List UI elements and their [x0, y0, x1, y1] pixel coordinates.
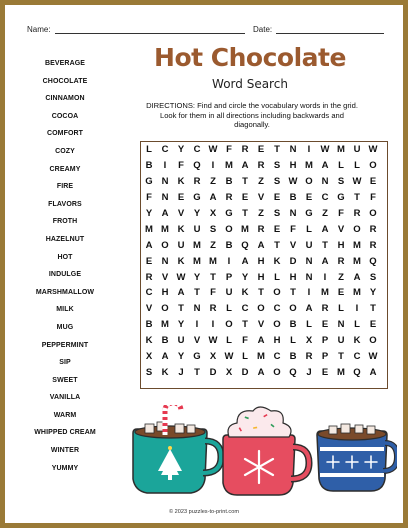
grid-letter[interactable]: V: [177, 207, 185, 219]
grid-letter[interactable]: M: [257, 351, 265, 363]
grid-letter[interactable]: L: [354, 159, 360, 171]
grid-letter[interactable]: A: [305, 303, 313, 315]
word-list-item: PEPPERMINT: [41, 341, 89, 349]
grid-letter[interactable]: W: [320, 144, 330, 155]
grid-letter[interactable]: M: [241, 223, 249, 235]
grid-letter[interactable]: I: [211, 319, 215, 331]
grid-letter[interactable]: L: [338, 159, 344, 171]
grid-letter[interactable]: V: [257, 191, 265, 203]
grid-letter[interactable]: O: [273, 367, 281, 379]
grid-letter[interactable]: R: [305, 351, 313, 363]
grid-letter[interactable]: N: [289, 207, 297, 219]
grid-letter[interactable]: L: [226, 335, 232, 347]
grid-letter[interactable]: Y: [193, 271, 201, 283]
grid-letter[interactable]: M: [209, 255, 217, 267]
grid-letter[interactable]: V: [161, 271, 169, 283]
grid-letter[interactable]: M: [225, 159, 233, 171]
word-list: [25, 55, 105, 477]
mug-middle-icon: [223, 407, 309, 495]
grid-letter[interactable]: I: [227, 255, 231, 267]
grid-letter[interactable]: O: [369, 335, 377, 347]
word-list-item: SIP: [59, 359, 71, 367]
word-list-item: WHIPPED CREAM: [34, 429, 96, 437]
grid-letter[interactable]: K: [353, 335, 361, 347]
grid-letter[interactable]: T: [194, 367, 200, 379]
grid-letter[interactable]: N: [161, 191, 169, 203]
grid-letter[interactable]: A: [177, 287, 185, 299]
grid-letter[interactable]: K: [241, 287, 249, 299]
grid-letter[interactable]: L: [338, 303, 344, 315]
copyright-footer: © 2023 puzzles-to-print.com: [168, 509, 240, 515]
grid-letter[interactable]: A: [369, 367, 377, 379]
word-list-item: HOT: [57, 253, 73, 261]
grid-letter[interactable]: H: [273, 335, 281, 347]
grid-letter[interactable]: V: [289, 239, 297, 251]
grid-letter[interactable]: H: [257, 255, 265, 267]
grid-letter[interactable]: G: [305, 207, 313, 219]
grid-letter[interactable]: D: [289, 255, 297, 267]
grid-letter[interactable]: E: [321, 367, 329, 379]
grid-letter[interactable]: P: [225, 271, 233, 283]
grid-letter[interactable]: Z: [338, 271, 344, 283]
grid-letter[interactable]: M: [353, 255, 361, 267]
letter-grid[interactable]: [141, 142, 381, 381]
grid-letter[interactable]: M: [161, 223, 169, 235]
grid-letter[interactable]: E: [337, 287, 345, 299]
grid-letter[interactable]: H: [337, 239, 345, 251]
mug-left-icon: [133, 405, 221, 493]
grid-letter[interactable]: U: [177, 335, 185, 347]
grid-letter[interactable]: Y: [145, 207, 153, 219]
word-list-item: INDULGE: [48, 271, 82, 279]
grid-letter[interactable]: N: [161, 255, 169, 267]
grid-letter[interactable]: M: [193, 255, 201, 267]
grid-letter[interactable]: N: [161, 175, 169, 187]
grid-letter[interactable]: T: [354, 191, 360, 203]
mug-right-icon: [317, 424, 397, 491]
grid-letter[interactable]: A: [209, 191, 217, 203]
grid-letter[interactable]: T: [194, 287, 200, 299]
word-list-item: YUMMY: [51, 464, 79, 472]
grid-letter[interactable]: Z: [258, 175, 264, 187]
grid-letter[interactable]: U: [193, 223, 201, 235]
grid-letter[interactable]: K: [273, 255, 281, 267]
grid-letter[interactable]: U: [305, 239, 313, 251]
grid-letter[interactable]: S: [273, 175, 281, 187]
grid-letter[interactable]: I: [195, 319, 199, 331]
grid-letter[interactable]: T: [242, 175, 248, 187]
date-field[interactable]: [253, 25, 384, 34]
grid-letter[interactable]: X: [305, 335, 313, 347]
grid-letter[interactable]: D: [209, 367, 217, 379]
word-list-item: BEVERAGE: [44, 60, 86, 67]
grid-letter[interactable]: L: [290, 335, 296, 347]
grid-letter[interactable]: Y: [177, 319, 185, 331]
grid-letter[interactable]: L: [146, 144, 152, 155]
grid-letter[interactable]: W: [224, 351, 234, 363]
grid-letter[interactable]: Y: [369, 287, 377, 299]
grid-letter[interactable]: N: [337, 319, 345, 331]
date-label: Date:: [253, 25, 273, 34]
word-list-item: CREAMY: [49, 165, 81, 173]
grid-letter[interactable]: K: [177, 223, 185, 235]
grid-letter[interactable]: Q: [193, 159, 201, 171]
grid-letter[interactable]: Q: [369, 255, 377, 267]
grid-letter[interactable]: A: [257, 239, 265, 251]
grid-letter[interactable]: T: [370, 303, 376, 315]
grid-letter[interactable]: S: [369, 271, 377, 283]
date-line[interactable]: [276, 25, 384, 34]
grid-letter[interactable]: O: [369, 207, 377, 219]
grid-letter[interactable]: H: [257, 271, 265, 283]
grid-letter[interactable]: C: [145, 287, 153, 299]
grid-letter[interactable]: R: [257, 223, 265, 235]
grid-letter[interactable]: I: [355, 303, 359, 315]
grid-letter[interactable]: F: [146, 191, 152, 203]
grid-letter[interactable]: B: [145, 319, 153, 331]
grid-letter[interactable]: M: [353, 239, 361, 251]
word-list-item: CHOCOLATE: [42, 77, 88, 85]
grid-letter[interactable]: A: [161, 351, 169, 363]
grid-letter[interactable]: R: [145, 271, 153, 283]
grid-letter[interactable]: Z: [258, 207, 264, 219]
grid-letter[interactable]: V: [257, 319, 265, 331]
grid-letter[interactable]: E: [369, 319, 377, 331]
grid-letter[interactable]: B: [289, 319, 297, 331]
grid-letter[interactable]: F: [370, 191, 376, 203]
grid-letter[interactable]: S: [273, 159, 281, 171]
grid-letter[interactable]: F: [242, 335, 248, 347]
grid-letter[interactable]: D: [241, 367, 249, 379]
grid-letter[interactable]: V: [193, 335, 201, 347]
grid-letter[interactable]: U: [177, 239, 185, 251]
grid-letter[interactable]: Z: [210, 175, 216, 187]
grid-letter[interactable]: Q: [289, 367, 297, 379]
grid-letter[interactable]: A: [145, 239, 153, 251]
grid-letter[interactable]: W: [288, 175, 298, 187]
grid-letter[interactable]: F: [178, 159, 184, 171]
grid-letter[interactable]: M: [305, 159, 313, 171]
name-label: Name:: [27, 25, 51, 34]
grid-letter[interactable]: W: [352, 175, 362, 187]
grid-letter[interactable]: G: [193, 351, 201, 363]
grid-letter[interactable]: W: [368, 351, 378, 363]
word-list-item: COMFORT: [46, 130, 84, 138]
grid-letter[interactable]: E: [257, 144, 265, 155]
grid-letter[interactable]: O: [273, 287, 281, 299]
word-list-item: HAZELNUT: [45, 235, 85, 243]
grid-letter[interactable]: L: [306, 223, 312, 235]
grid-letter[interactable]: N: [193, 303, 201, 315]
grid-letter[interactable]: O: [369, 159, 377, 171]
grid-letter[interactable]: V: [337, 223, 345, 235]
word-list-item: CINNAMON: [45, 95, 85, 103]
grid-letter[interactable]: R: [353, 207, 361, 219]
grid-letter[interactable]: S: [337, 175, 345, 187]
grid-letter[interactable]: N: [305, 255, 313, 267]
grid-letter[interactable]: M: [145, 223, 153, 235]
grid-letter[interactable]: S: [273, 207, 281, 219]
grid-letter[interactable]: G: [145, 175, 153, 187]
grid-letter[interactable]: L: [354, 319, 360, 331]
grid-letter[interactable]: N: [321, 175, 329, 187]
grid-letter[interactable]: R: [369, 239, 377, 251]
grid-letter[interactable]: J: [178, 367, 184, 379]
grid-letter[interactable]: H: [161, 287, 169, 299]
grid-letter[interactable]: E: [145, 255, 153, 267]
word-list-item: FROTH: [52, 218, 78, 226]
grid-letter[interactable]: T: [242, 319, 248, 331]
name-field[interactable]: [27, 25, 245, 34]
grid-letter[interactable]: O: [257, 303, 265, 315]
grid-letter[interactable]: L: [226, 303, 232, 315]
grid-letter[interactable]: C: [273, 303, 281, 315]
grid-letter[interactable]: X: [225, 367, 233, 379]
grid-letter[interactable]: R: [225, 191, 233, 203]
grid-letter[interactable]: T: [274, 144, 280, 155]
grid-letter[interactable]: A: [353, 271, 361, 283]
grid-letter[interactable]: I: [307, 287, 311, 299]
grid-letter[interactable]: I: [307, 144, 311, 155]
grid-letter[interactable]: Y: [177, 351, 185, 363]
grid-letter[interactable]: J: [306, 367, 312, 379]
grid-letter[interactable]: O: [225, 223, 233, 235]
word-list-item: WINTER: [50, 447, 80, 455]
grid-letter[interactable]: X: [145, 351, 153, 363]
grid-letter[interactable]: A: [257, 367, 265, 379]
grid-letter[interactable]: N: [289, 144, 297, 155]
name-line[interactable]: [55, 25, 245, 34]
grid-letter[interactable]: C: [273, 351, 281, 363]
grid-letter[interactable]: B: [225, 239, 233, 251]
hot-chocolate-mugs-illustration: [125, 405, 397, 497]
grid-letter[interactable]: W: [176, 271, 186, 283]
grid-letter[interactable]: O: [289, 303, 297, 315]
grid-letter[interactable]: Y: [177, 144, 185, 155]
grid-letter[interactable]: I: [211, 159, 215, 171]
grid-letter[interactable]: B: [225, 175, 233, 187]
grid-letter[interactable]: W: [208, 335, 218, 347]
grid-letter[interactable]: E: [369, 175, 377, 187]
grid-letter[interactable]: L: [274, 271, 280, 283]
grid-letter[interactable]: B: [161, 335, 169, 347]
grid-letter[interactable]: K: [177, 175, 185, 187]
grid-letter[interactable]: U: [337, 335, 345, 347]
grid-letter[interactable]: O: [161, 303, 169, 315]
grid-letter[interactable]: F: [226, 144, 232, 155]
grid-letter[interactable]: M: [193, 239, 201, 251]
grid-letter[interactable]: T: [178, 303, 184, 315]
grid-letter[interactable]: R: [337, 255, 345, 267]
word-list-item: WARM: [53, 411, 77, 419]
grid-letter[interactable]: X: [209, 351, 217, 363]
grid-letter[interactable]: G: [337, 191, 345, 203]
grid-letter[interactable]: N: [305, 271, 313, 283]
grid-letter[interactable]: I: [323, 271, 327, 283]
grid-letter[interactable]: R: [257, 159, 265, 171]
grid-letter[interactable]: M: [337, 367, 345, 379]
word-list-item: COCOA: [51, 112, 79, 120]
grid-letter[interactable]: A: [257, 335, 265, 347]
grid-letter[interactable]: Y: [241, 271, 249, 283]
word-list-item: MILK: [56, 306, 74, 314]
grid-letter[interactable]: A: [241, 255, 249, 267]
grid-letter[interactable]: A: [321, 255, 329, 267]
grid-letter[interactable]: U: [225, 287, 233, 299]
grid-letter[interactable]: W: [368, 144, 378, 155]
grid-letter[interactable]: G: [193, 191, 201, 203]
grid-letter[interactable]: E: [241, 191, 249, 203]
grid-letter[interactable]: I: [163, 159, 167, 171]
grid-letter[interactable]: T: [322, 239, 328, 251]
grid-letter[interactable]: O: [161, 239, 169, 251]
grid-letter[interactable]: K: [161, 367, 169, 379]
grid-letter[interactable]: B: [145, 159, 153, 171]
word-list-item: SWEET: [52, 376, 78, 384]
grid-letter[interactable]: R: [193, 175, 201, 187]
grid-letter[interactable]: C: [353, 351, 361, 363]
grid-letter[interactable]: V: [145, 303, 153, 315]
page-title: Hot Chocolate: [154, 43, 346, 72]
grid-letter[interactable]: E: [177, 191, 185, 203]
grid-letter[interactable]: R: [209, 303, 217, 315]
grid-letter[interactable]: O: [225, 319, 233, 331]
grid-letter[interactable]: S: [145, 367, 153, 379]
grid-letter[interactable]: M: [321, 287, 329, 299]
grid-letter[interactable]: W: [208, 144, 218, 155]
word-list-item: COZY: [55, 147, 75, 155]
grid-letter[interactable]: C: [241, 303, 249, 315]
grid-letter[interactable]: A: [241, 159, 249, 171]
grid-letter[interactable]: O: [353, 223, 361, 235]
grid-letter[interactable]: Q: [241, 239, 249, 251]
grid-letter[interactable]: F: [338, 207, 344, 219]
directions-text: DIRECTIONS: Find and circle the vocabulary words in the grid. Look for them in all directions including backwards and diagonally.: [146, 101, 358, 130]
grid-letter[interactable]: T: [258, 287, 264, 299]
grid-letter[interactable]: T: [242, 207, 248, 219]
grid-letter[interactable]: Z: [210, 239, 216, 251]
grid-letter[interactable]: R: [321, 303, 329, 315]
grid-letter[interactable]: P: [321, 351, 329, 363]
grid-letter[interactable]: M: [161, 319, 169, 331]
grid-letter[interactable]: B: [289, 351, 297, 363]
grid-letter[interactable]: M: [337, 144, 345, 155]
grid-letter[interactable]: T: [210, 271, 216, 283]
grid-letter[interactable]: O: [305, 175, 313, 187]
grid-letter[interactable]: F: [290, 223, 296, 235]
page-subtitle: Word Search: [212, 77, 288, 91]
grid-letter[interactable]: Z: [322, 207, 328, 219]
grid-letter[interactable]: K: [177, 255, 185, 267]
grid-letter[interactable]: C: [321, 191, 329, 203]
grid-letter[interactable]: G: [225, 207, 233, 219]
grid-letter[interactable]: U: [353, 144, 361, 155]
grid-letter[interactable]: Q: [353, 367, 361, 379]
grid-letter[interactable]: H: [289, 271, 297, 283]
grid-letter[interactable]: E: [273, 223, 281, 235]
grid-letter[interactable]: A: [161, 207, 169, 219]
grid-letter[interactable]: A: [321, 159, 329, 171]
grid-letter[interactable]: T: [338, 351, 344, 363]
grid-letter[interactable]: B: [289, 191, 297, 203]
grid-letter[interactable]: M: [353, 287, 361, 299]
grid-letter[interactable]: F: [210, 287, 216, 299]
word-list-item: VANILLA: [49, 394, 81, 402]
grid-letter[interactable]: E: [273, 191, 281, 203]
grid-letter[interactable]: A: [321, 223, 329, 235]
grid-letter[interactable]: S: [209, 223, 217, 235]
grid-letter[interactable]: R: [241, 144, 249, 155]
grid-letter[interactable]: O: [273, 319, 281, 331]
grid-letter[interactable]: L: [242, 351, 248, 363]
word-list-item: FIRE: [56, 183, 74, 191]
grid-letter[interactable]: T: [290, 287, 296, 299]
word-list-item: MARSHMALLOW: [35, 288, 95, 296]
grid-letter[interactable]: X: [209, 207, 217, 219]
grid-letter[interactable]: C: [193, 144, 201, 155]
grid-letter[interactable]: E: [321, 319, 329, 331]
grid-letter[interactable]: K: [145, 335, 153, 347]
grid-letter[interactable]: P: [321, 335, 329, 347]
word-list-item: MUG: [56, 323, 74, 331]
grid-letter[interactable]: H: [289, 159, 297, 171]
grid-letter[interactable]: Y: [193, 207, 201, 219]
grid-letter[interactable]: C: [161, 144, 169, 155]
grid-letter[interactable]: E: [305, 191, 313, 203]
grid-letter[interactable]: R: [369, 223, 377, 235]
grid-letter[interactable]: L: [306, 319, 312, 331]
grid-letter[interactable]: T: [274, 239, 280, 251]
word-list-item: FLAVORS: [48, 200, 82, 208]
